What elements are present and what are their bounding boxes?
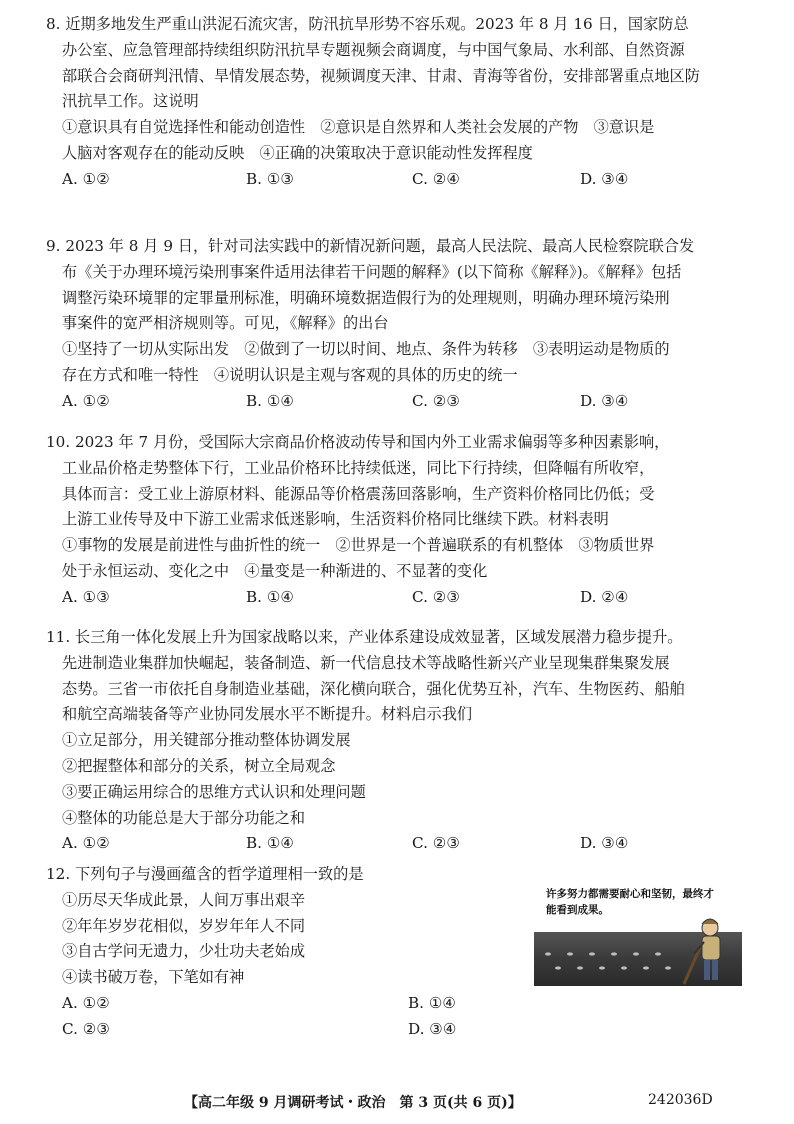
q8-choice-d: D. ③④	[580, 169, 629, 188]
q9-choice-a: A. ①②	[62, 391, 110, 410]
q10-stem-line-4: 上游工业传导及中下游工业需求低迷影响，生活资料价格同比继续下跌。材料表明	[62, 510, 609, 529]
q12-choices-row-1	[46, 991, 516, 1017]
q8-choice-a: A. ①②	[62, 169, 110, 188]
q12-statement-2: ②年年岁岁花相似，岁岁年年人不同	[62, 916, 305, 935]
farmer-figure-icon	[674, 910, 738, 986]
seed-rows-icon	[540, 946, 690, 976]
q12-statement-3: ③自古学问无遗力，少壮功夫老始成	[62, 942, 305, 961]
q10-choice-b: B. ①④	[246, 587, 295, 606]
q10-choice-c: C. ②③	[412, 587, 460, 606]
q10-statements-line-1: ①事物的发展是前进性与曲折性的统一 ②世界是一个普遍联系的有机整体 ③物质世界	[62, 536, 655, 555]
q8-stem-line-1: 8. 近期多地发生严重山洪泥石流灾害，防汛抗旱形势不容乐观。2023 年 8 月 16 日，国家防总	[46, 15, 689, 33]
q11-stem-line-2: 先进制造业集群加快崛起，装备制造、新一代信息技术等战略性新兴产业呈现集群集聚发展	[62, 653, 670, 672]
q9-stem-line-2: 布《关于办理环境污染刑事案件适用法律若干问题的解释》(以下简称《解释》)。《解释》包括	[62, 262, 682, 281]
q12-choice-d: D. ③④	[408, 1019, 457, 1038]
footer-code: 242036D	[648, 1092, 713, 1108]
q10-choice-d: D. ②④	[580, 587, 629, 606]
q11-statement-1: ①立足部分，用关键部分推动整体协调发展	[62, 731, 351, 750]
q12-choice-a: A. ①②	[62, 993, 110, 1012]
q8-choice-c: C. ②④	[412, 169, 460, 188]
cartoon-caption: 许多努力都需要耐心和坚韧，最终才能看到成果。	[546, 888, 714, 916]
q10-choice-a: A. ①③	[62, 587, 110, 606]
question-9	[46, 234, 736, 415]
q11-choice-a: A. ①②	[62, 834, 110, 853]
q11-stem-line-4: 和航空高端装备等产业协同发展水平不断提升。材料启示我们	[62, 705, 473, 724]
q10-statements-line-2: 处于永恒运动、变化之中 ④量变是一种渐进的、不显著的变化	[62, 561, 488, 580]
q8-stem-line-2: 办公室、应急管理部持续组织防汛抗旱专题视频会商调度，与中国气象局、水利部、自然资源	[62, 40, 685, 59]
page-footer	[0, 1092, 794, 1116]
q11-choice-c: C. ②③	[412, 834, 460, 853]
q11-statement-2: ②把握整体和部分的关系，树立全局观念	[62, 756, 336, 775]
q11-choice-d: D. ③④	[580, 834, 629, 853]
q8-choice-b: B. ①③	[246, 169, 295, 188]
q9-choice-d: D. ③④	[580, 391, 629, 410]
cartoon-illustration	[532, 882, 744, 986]
question-10	[46, 430, 736, 611]
q9-choice-b: B. ①④	[246, 391, 295, 410]
q8-statements-line-1: ①意识具有自觉选择性和能动创造性 ②意识是自然界和人类社会发展的产物 ③意识是	[62, 118, 655, 137]
q9-stem-line-1: 9. 2023 年 8 月 9 日，针对司法实践中的新情况新问题，最高人民法院、最高人民检察院联合发	[46, 237, 695, 255]
q10-stem-line-3: 具体而言：受工业上游原材料、能源品等价格震荡回落影响，生产资料价格同比仍低；受	[62, 484, 655, 503]
q9-stem-line-3: 调整污染环境罪的定罪量刑标准，明确环境数据造假行为的处理规则，明确办理环境污染刑	[62, 288, 670, 307]
q12-stem: 12. 下列句子与漫画蕴含的哲学道理相一致的是	[46, 865, 364, 883]
question-8	[46, 12, 736, 193]
q12-choices-row-2	[46, 1017, 516, 1043]
q12-choice-c: C. ②③	[62, 1019, 110, 1038]
q12-choice-b: B. ①④	[408, 993, 457, 1012]
question-11	[46, 625, 736, 857]
q9-choices	[46, 389, 736, 415]
q12-statement-1: ①历尽天华成此景，人间万事出艰辛	[62, 890, 305, 909]
question-12	[46, 862, 516, 1043]
q9-stem-line-4: 事案件的宽严相济规则等。可见，《解释》的出台	[62, 314, 389, 333]
q11-choices	[46, 831, 736, 857]
q11-choice-b: B. ①④	[246, 834, 295, 853]
q11-statement-4: ④整体的功能总是大于部分功能之和	[62, 808, 305, 827]
q8-statements-line-2: 人脑对客观存在的能动反映 ④正确的决策取决于意识能动性发挥程度	[62, 143, 533, 162]
q8-stem-line-4: 汛抗旱工作。这说明	[62, 92, 199, 111]
q11-stem-line-3: 态势。三省一市依托自身制造业基础，深化横向联合，强化优势互补，汽车、生物医药、船舶	[62, 679, 685, 698]
q12-statement-4: ④读书破万卷，下笔如有神	[62, 968, 245, 987]
q11-stem-line-1: 11. 长三角一体化发展上升为国家战略以来，产业体系建设成效显著，区域发展潜力稳步提升。	[46, 628, 683, 646]
q8-stem-line-3: 部联合会商研判汛情、旱情发展态势，视频调度天津、甘肃、青海等省份，安排部署重点地区防	[62, 66, 700, 85]
q9-statements-line-2: 存在方式和唯一特性 ④说明认识是主观与客观的具体的历史的统一	[62, 365, 518, 384]
q8-choices	[46, 167, 736, 193]
footer-title: 【高二年级 9 月调研考试・政治 第 3 页(共 6 页)】	[184, 1095, 522, 1111]
q10-stem-line-2: 工业品价格走势整体下行，工业品价格环比持续低迷，同比下行持续，但降幅有所收窄，	[62, 458, 655, 477]
q11-statement-3: ③要正确运用综合的思维方式认识和处理问题	[62, 782, 366, 801]
q9-choice-c: C. ②③	[412, 391, 460, 410]
q10-choices	[46, 585, 736, 611]
q9-statements-line-1: ①坚持了一切从实际出发 ②做到了一切以时间、地点、条件为转移 ③表明运动是物质的	[62, 340, 670, 359]
q10-stem-line-1: 10. 2023 年 7 月份，受国际大宗商品价格波动传导和国内外工业需求偏弱等多种因素影响，	[46, 433, 670, 451]
